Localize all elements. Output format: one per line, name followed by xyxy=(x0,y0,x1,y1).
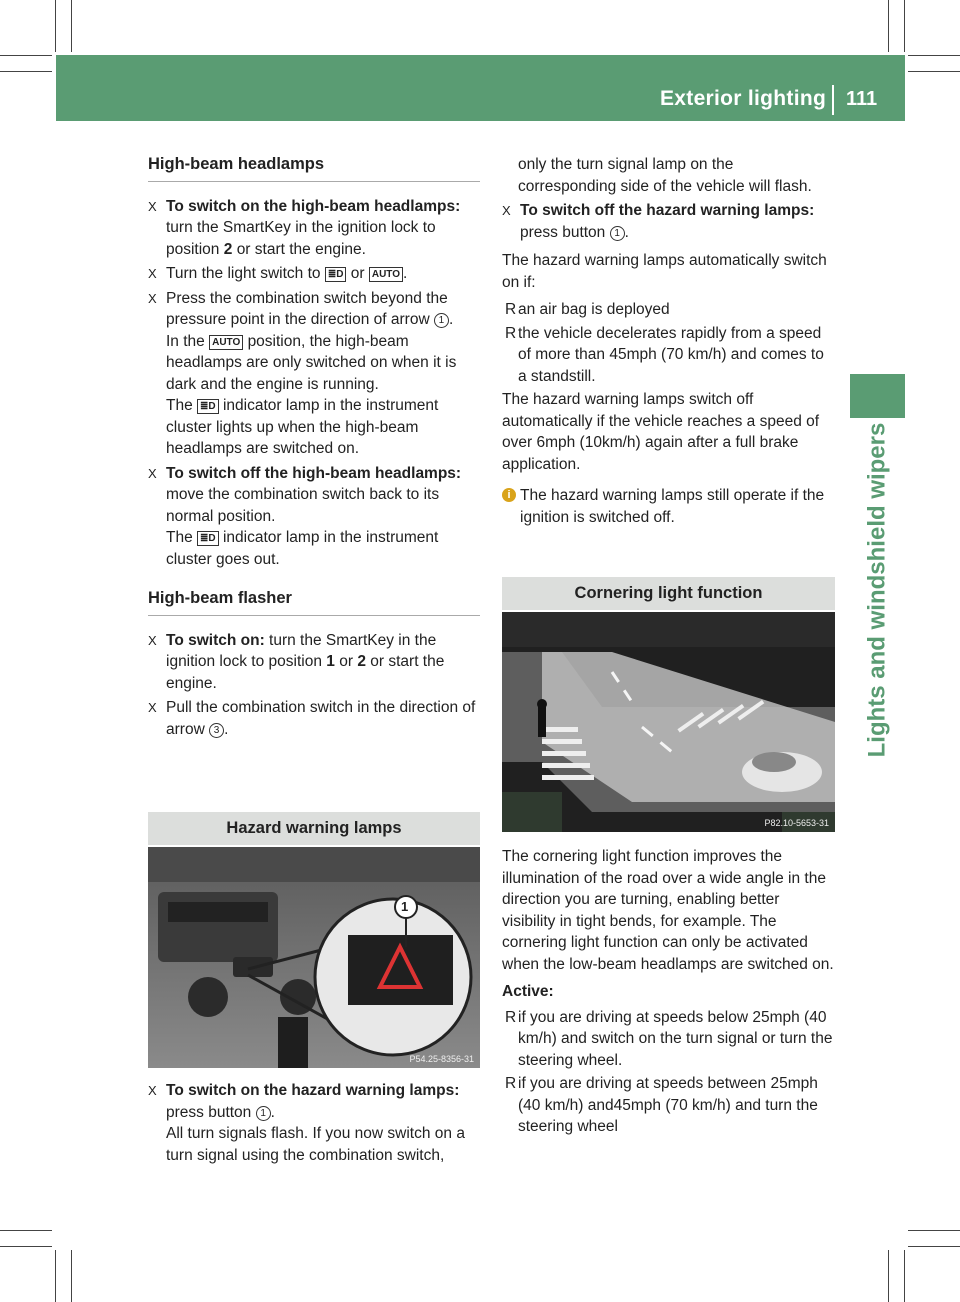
info-icon: i xyxy=(502,488,516,502)
callout-1-icon: 1 xyxy=(256,1106,271,1121)
hazard-steps xyxy=(148,1080,480,1169)
crop-mark xyxy=(908,71,960,72)
section-label-text: Lights and windshield wipers xyxy=(863,422,891,758)
list-item-text: if you are driving at speeds between 25mph (40 km/h) and45mph (70 km/h) and turn the steering wheel xyxy=(518,1075,818,1135)
list-item-text: the vehicle decelerates rapidly from a speed of more than 45mph (70 km/h) and comes to a standstill. xyxy=(518,324,824,385)
crop-mark xyxy=(55,1250,56,1302)
step-text: or xyxy=(339,653,354,670)
step-text: or xyxy=(350,265,365,282)
list-item xyxy=(502,299,835,321)
step-arrow-icon: X xyxy=(148,465,157,481)
step-text: Press the combination switch beyond the pressure point in the direction of arrow xyxy=(166,289,448,328)
step-text: The xyxy=(166,529,193,546)
low-beam-icon: ≣D xyxy=(325,267,347,282)
crop-mark xyxy=(0,55,52,56)
crop-mark xyxy=(0,1230,52,1231)
step-text: turn the SmartKey in the ignition lock to position xyxy=(166,631,437,670)
info-note-text: The hazard warning lamps still operate if the ignition is switched off. xyxy=(520,487,825,526)
step-note xyxy=(148,527,480,570)
step-note xyxy=(148,395,480,460)
step-flasher-on xyxy=(148,630,480,695)
position-number: 2 xyxy=(223,240,233,258)
crop-mark xyxy=(71,1250,72,1302)
step-text: All turn signals flash. If you now switch on a turn signal using the combination switch, xyxy=(166,1125,465,1164)
step-arrow-icon: X xyxy=(148,700,157,715)
step-switch-off-high-beam xyxy=(148,463,480,528)
crop-mark xyxy=(888,0,889,52)
step-note xyxy=(148,331,480,396)
crop-mark xyxy=(55,0,56,52)
header-title: Exterior lighting xyxy=(660,87,827,110)
crop-mark xyxy=(904,0,905,52)
callout-1-icon: 1 xyxy=(610,226,625,241)
step-title: To switch off the high-beam headlamps: xyxy=(166,464,462,482)
position-number: 2 xyxy=(357,653,366,670)
step-title: To switch on the hazard warning lamps: xyxy=(166,1082,460,1099)
section-heading-high-beam: High-beam headlamps xyxy=(148,154,480,182)
list-item-text: an air bag is deployed xyxy=(518,301,670,318)
bullet-icon: R xyxy=(505,301,517,318)
step-note xyxy=(148,1123,480,1166)
right-column xyxy=(502,154,835,528)
step-switch-on-high-beam xyxy=(148,196,480,261)
bullet-icon: R xyxy=(505,1075,517,1092)
step-text: press button xyxy=(520,223,606,241)
step-text: move the combination switch back to its normal position. xyxy=(166,486,440,525)
list-item xyxy=(502,323,835,388)
callout-3-icon: 3 xyxy=(209,723,224,738)
header-separator xyxy=(832,85,834,115)
step-text: Pull the combination switch in the direction of arrow xyxy=(166,699,476,738)
crop-mark xyxy=(908,1246,960,1247)
step-title: To switch off the hazard warning lamps: xyxy=(520,202,815,219)
section-tab xyxy=(850,374,905,418)
cornering-text xyxy=(502,846,835,1140)
step-title: To switch on the high-beam headlamps: xyxy=(166,197,461,215)
step-arrow-icon: X xyxy=(502,203,511,218)
step-text: or start the engine. xyxy=(236,240,366,258)
step-flasher-pull: X Pull the combination switch in the direction of arrow 3 . xyxy=(148,699,476,738)
callout-1-icon: 1 xyxy=(434,313,449,328)
position-number: 1 xyxy=(326,653,335,670)
list-item xyxy=(502,1073,835,1138)
crop-mark xyxy=(908,1230,960,1231)
step-text: indicator lamp in the instrument cluster goes out. xyxy=(166,529,439,568)
step-text: press button xyxy=(166,1103,252,1121)
step-hazard-off: X To switch off the hazard warning lamps: press button 1 . xyxy=(502,202,815,241)
crop-mark xyxy=(0,1246,52,1247)
step-note xyxy=(502,154,835,197)
step-light-switch: X Turn the light switch to ≣D or AUTO . xyxy=(148,263,480,285)
step-text: turn the SmartKey in the ignition lock to position xyxy=(166,219,436,258)
step-hazard-on: X To switch on the hazard warning lamps: press button 1 . xyxy=(148,1082,460,1121)
list-item-text: if you are driving at speeds below 25mph (40 km/h) and switch on the turn signal or turn the steering wheel. xyxy=(518,1008,833,1069)
crop-mark xyxy=(0,71,52,72)
crop-mark xyxy=(888,1250,889,1302)
step-text: In the xyxy=(166,332,205,350)
paragraph: The hazard warning lamps switch off automatically if the vehicle reaches a speed of over 6mph (10km/h) again after a full brake application. xyxy=(502,391,820,473)
step-text: indicator lamp in the instrument cluster lights up when the high-beam headlamps are switched on. xyxy=(166,397,439,457)
photo-code: P54.25-8356-31 xyxy=(409,1054,474,1064)
list-item xyxy=(502,1007,835,1072)
cornering-banner: Cornering light function xyxy=(502,577,835,610)
photo-code: P82.10-5653-31 xyxy=(764,818,829,828)
left-column xyxy=(148,154,480,743)
step-arrow-icon: X xyxy=(148,198,157,214)
callout-1-label: 1 xyxy=(401,899,409,914)
hazard-photo xyxy=(148,847,480,1068)
step-arrow-icon: X xyxy=(148,632,157,648)
paragraph: The cornering light function improves the illumination of the road over a wide angle in the direction you are turning, enabling better visibility in tight bends, for example. The cornering light function can only be activated when the low-beam headlamps are switched on. xyxy=(502,848,834,973)
cornering-banner-wrap xyxy=(502,577,835,610)
crop-mark xyxy=(908,55,960,56)
hazard-banner: Hazard warning lamps xyxy=(148,812,480,845)
step-arrow-icon: X xyxy=(148,266,157,281)
info-note xyxy=(502,485,835,528)
high-beam-icon: ≣D xyxy=(197,399,219,414)
section-label xyxy=(850,422,905,758)
page-number: 111 xyxy=(846,88,878,110)
step-text: position, the high-beam headlamps are only switched on when it is dark and the engine is running. xyxy=(166,332,457,393)
paragraph: The hazard warning lamps automatically switch on if: xyxy=(502,252,827,291)
cornering-illustration xyxy=(502,612,835,832)
bullet-icon: R xyxy=(505,1008,517,1026)
step-title: To switch on: xyxy=(166,631,265,649)
step-press-switch: X Press the combination switch beyond the pressure point in the direction of arrow 1 . xyxy=(148,289,454,328)
active-label: Active: xyxy=(502,983,554,1000)
step-arrow-icon: X xyxy=(148,1083,157,1098)
auto-headlamp-icon: AUTO xyxy=(209,335,243,350)
step-text: Turn the light switch to xyxy=(166,265,321,282)
step-text: The xyxy=(166,397,193,414)
section-heading-flasher: High-beam flasher xyxy=(148,588,480,616)
high-beam-icon: ≣D xyxy=(197,531,219,546)
hazard-banner-wrap xyxy=(148,812,480,845)
step-text: or start the engine. xyxy=(166,653,445,692)
crop-mark xyxy=(904,1250,905,1302)
step-arrow-icon: X xyxy=(148,290,157,306)
cornering-photo xyxy=(502,612,835,832)
bullet-icon: R xyxy=(505,324,517,342)
step-text: only the turn signal lamp on the corresponding side of the vehicle will flash. xyxy=(518,156,812,195)
crop-mark xyxy=(71,0,72,52)
hazard-illustration xyxy=(148,847,480,1068)
auto-headlamp-icon: AUTO xyxy=(369,267,403,282)
